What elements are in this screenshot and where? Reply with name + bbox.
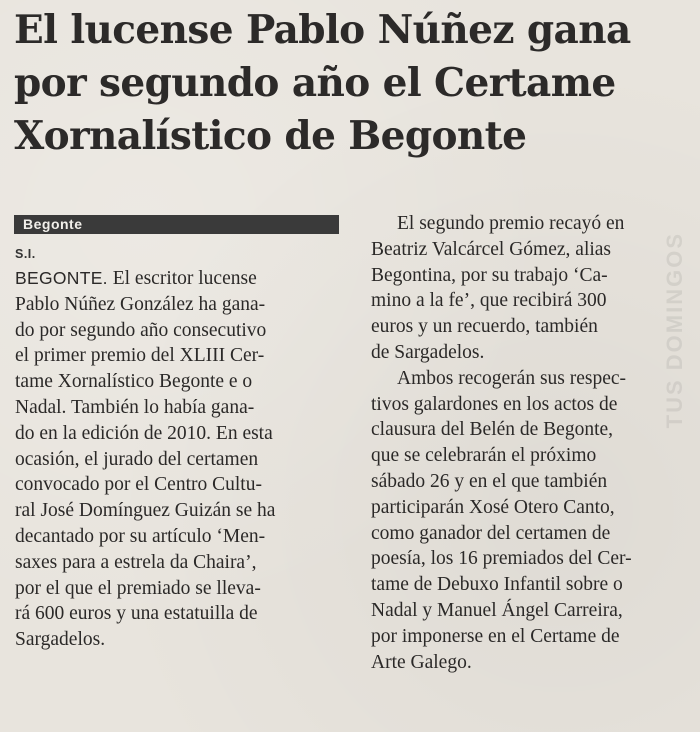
section-tag	[14, 215, 339, 234]
column-line: Sargadelos.	[15, 629, 106, 651]
column-line: por imponerse en el Certame de	[371, 625, 620, 647]
article-column-1	[15, 266, 335, 653]
column-line: clausura del Belén de Begonte,	[371, 419, 614, 441]
column-line: Arte Galego.	[371, 651, 472, 673]
column-line: como ganador del certamen de	[371, 522, 611, 544]
column-line: Nadal y Manuel Ángel Carreira,	[371, 599, 623, 621]
headline-line: Xornalístico de Begonte	[14, 113, 527, 159]
column-line-text: El escritor lucense	[107, 268, 257, 289]
column-line: rá 600 euros y una estatuilla de	[15, 603, 258, 625]
column-line: que se celebrarán el próximo	[371, 445, 597, 467]
column-line: do por segundo año consecutivo	[15, 319, 267, 341]
background-bleed-text: TUS DOMINGOS	[662, 232, 687, 429]
column-line: mino a la fe’, que recibirá 300	[371, 290, 607, 312]
column-line: de Sargadelos.	[371, 341, 485, 363]
column-line: participarán Xosé Otero Canto,	[371, 496, 615, 518]
article-column-2	[371, 211, 691, 675]
column-line: ral José Domínguez Guizán se ha	[15, 500, 276, 522]
column-line: tame Xornalístico Begonte e o	[15, 371, 253, 393]
column-line: El segundo premio recayó en	[397, 213, 625, 234]
column-line: Begontina, por su trabajo ‘Ca-	[371, 264, 608, 286]
column-line: el primer premio del XLIII Cer-	[15, 345, 265, 367]
column-line: Pablo Núñez González ha gana-	[15, 293, 266, 315]
column-line: por el que el premiado se lleva-	[15, 577, 261, 599]
headline-line: El lucense Pablo Núñez gana	[14, 7, 631, 53]
column-line: Beatriz Valcárcel Gómez, alias	[371, 238, 612, 260]
column-line: tame de Debuxo Infantil sobre o	[371, 574, 623, 596]
column-line: saxes para a estrela da Chaira’,	[15, 551, 257, 573]
headline	[14, 4, 694, 163]
column-line: ocasión, el jurado del certamen	[15, 448, 259, 470]
column-line: convocado por el Centro Cultu-	[15, 474, 262, 496]
column-line: poesía, los 16 premiados del Cer-	[371, 548, 632, 570]
column-line: euros y un recuerdo, también	[371, 316, 598, 338]
column-line: do en la edición de 2010. En esta	[15, 422, 273, 444]
column-line: sábado 26 y en el que también	[371, 470, 608, 492]
column-line	[15, 266, 335, 292]
column-line: Nadal. También lo había gana-	[15, 396, 255, 418]
dateline: BEGONTE.	[15, 268, 108, 288]
column-line: Ambos recogerán sus respec-	[397, 367, 627, 389]
column-line: tivos galardones en los actos de	[371, 393, 618, 415]
section-tag-label: Begonte	[23, 216, 83, 232]
column-line: decantado por su artículo ‘Men-	[15, 525, 266, 547]
headline-line: por segundo año el Certame	[14, 60, 616, 106]
byline: S.I.	[15, 247, 36, 261]
